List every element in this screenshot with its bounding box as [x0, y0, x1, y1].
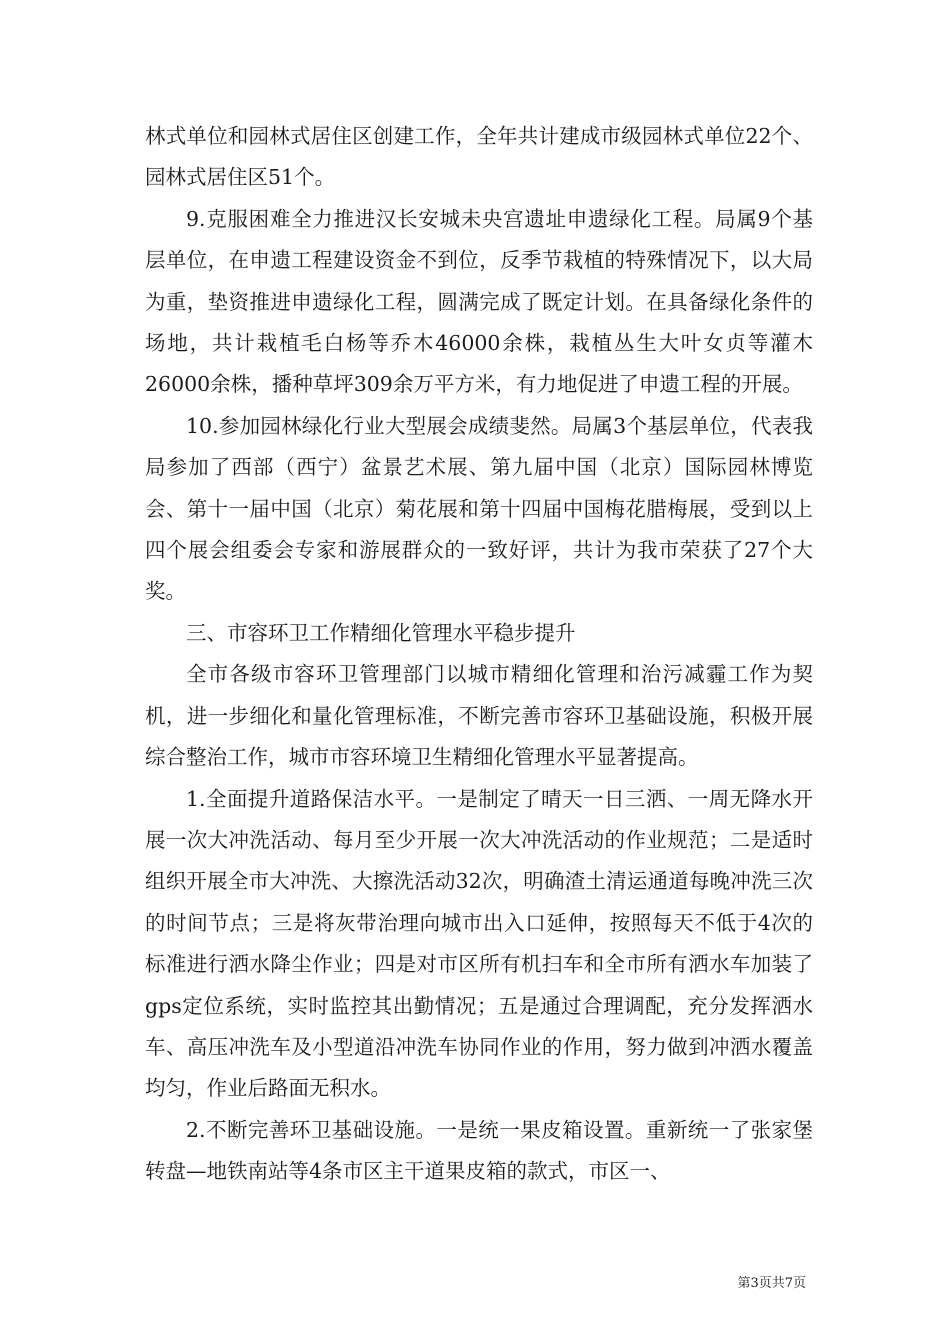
paragraph-continuation: 林式单位和园林式居住区创建工作，全年共计建成市级园林式单位22个、园林式居住区51个。 — [145, 124, 813, 190]
section-heading-3: 三、市容环卫工作精细化管理水平稳步提升 — [186, 620, 576, 645]
paragraph-item-10: 10.参加园林绿化行业大型展会成绩斐然。局属3个基层单位，代表我局参加了西部（西宁）盆景艺术展、第九届中国（北京）国际园林博览会、第十一届中国（北京）菊花展和第十四届中国梅花腊梅展，受到以上四个展会组委会专家和游展群众的一致好评，共计为我市荣获了27个大奖。 — [145, 413, 813, 604]
paragraph-section-intro: 全市各级市容环卫管理部门以城市精细化管理和治污减霾工作为契机，进一步细化和量化管理标准，不断完善市容环卫基础设施，积极开展综合整治工作，城市市容环境卫生精细化管理水平显著提高。 — [145, 662, 813, 770]
paragraph-item-1: 1.全面提升道路保洁水平。一是制定了晴天一日三洒、一周无降水开展一次大冲洗活动、每月至少开展一次大冲洗活动的作业规范；二是适时组织开展全市大冲洗、大擦洗活动32次，明确渣土清运通道每晚冲洗三次的时间节点；三是将灰带治理向城市出入口延伸，按照每天不低于4次的标准进行洒水降尘作业；四是对市区所有机扫车和全市所有洒水车加装了gps定位系统，实时监控其出勤情况；五是通过合理调配，充分发挥洒水车、高压冲洗车及小型道沿冲洗车协同作业的作用，努力做到冲洒水覆盖均匀，作业后路面无积水。 — [145, 786, 813, 1101]
paragraph-item-9: 9.克服困难全力推进汉长安城未央宫遗址申遗绿化工程。局属9个基层单位，在申遗工程建设资金不到位，反季节栽植的特殊情况下，以大局为重，垫资推进申遗绿化工程，圆满完成了既定计划。在具备绿化条件的场地，共计栽植毛白杨等乔木46000余株，栽植丛生大叶女贞等灌木26000余株，播种草坪309余万平方米，有力地促进了申遗工程的开展。 — [145, 206, 813, 397]
paragraph-item-2: 2.不断完善环卫基础设施。一是统一果皮箱设置。重新统一了张家堡转盘—地铁南站等4条市区主干道果皮箱的款式，市区一、 — [145, 1117, 813, 1184]
page-number-footer: 第3页共7页 — [737, 1276, 806, 1291]
document-body — [145, 116, 813, 1193]
